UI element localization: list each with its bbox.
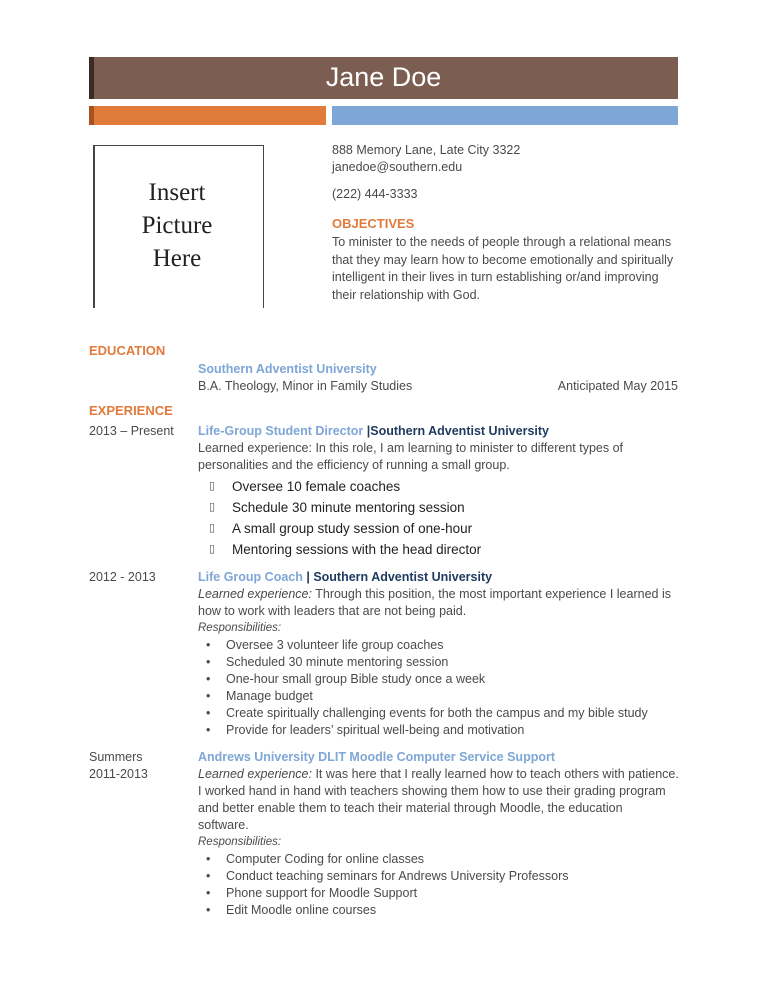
bullet-icon: • bbox=[206, 886, 211, 900]
list-item bbox=[198, 885, 688, 902]
job-description-line: how to work with leaders that are not being paid. bbox=[198, 604, 467, 618]
job-period bbox=[89, 749, 148, 783]
resume-name: Jane Doe bbox=[325, 62, 442, 92]
job-period-line: Summers bbox=[89, 750, 143, 764]
box-bullet-icon: ▯ bbox=[209, 543, 216, 555]
responsibilities-label: Responsibilities: bbox=[198, 622, 282, 634]
job-bullet-list bbox=[198, 637, 688, 739]
bullet-text: Create spiritually challenging events for both the campus and my bible study bbox=[226, 706, 648, 720]
learned-label: Learned experience: bbox=[198, 587, 312, 601]
list-item bbox=[198, 637, 688, 654]
experience-heading: EXPERIENCE bbox=[89, 403, 173, 418]
objectives-line: that they may learn how to become emotionally and spiritually bbox=[332, 252, 674, 267]
job-bullet-list bbox=[198, 476, 688, 560]
job-separator: | bbox=[366, 424, 371, 438]
bullet-icon: • bbox=[206, 706, 211, 720]
bullet-text: One-hour small group Bible study once a week bbox=[226, 672, 486, 686]
job-description-line: and better enable them to teach their material through Moodle, the education bbox=[198, 801, 623, 815]
job-description-line: software. bbox=[198, 818, 249, 832]
learned-text: Through this position, the most important experience I learned is bbox=[311, 587, 671, 601]
bullet-icon: • bbox=[206, 689, 211, 703]
job-title-row bbox=[198, 569, 688, 586]
list-item bbox=[198, 539, 688, 560]
box-bullet-icon: ▯ bbox=[209, 501, 216, 513]
list-item bbox=[198, 688, 688, 705]
education-date: Anticipated May 2015 bbox=[557, 379, 678, 393]
contact-phone: (222) 444-3333 bbox=[332, 187, 418, 201]
job-period: 2013 – Present bbox=[89, 424, 174, 438]
bullet-text: Manage budget bbox=[226, 689, 313, 703]
bullet-icon: • bbox=[206, 638, 211, 652]
bullet-text: Edit Moodle online courses bbox=[226, 903, 377, 917]
orange-stripe bbox=[89, 106, 326, 125]
list-item bbox=[198, 705, 688, 722]
box-bullet-icon: ▯ bbox=[209, 480, 216, 492]
education-degree: B.A. Theology, Minor in Family Studies bbox=[198, 379, 413, 393]
orange-stripe-accent bbox=[89, 106, 94, 125]
photo-text-line: Insert bbox=[148, 179, 206, 206]
bullet-icon: • bbox=[206, 869, 211, 883]
job-description-line: personalities and the efficiency of running a small group. bbox=[198, 458, 510, 472]
objectives-line: To minister to the needs of people through a relational means bbox=[332, 235, 672, 249]
job-description-line bbox=[198, 766, 688, 783]
job-title-row bbox=[198, 423, 688, 440]
learned-text: It was here that I really learned how to teach others with patience. bbox=[311, 767, 679, 781]
job-period-line: 2011-2013 bbox=[89, 767, 148, 781]
blue-stripe bbox=[332, 106, 678, 125]
bullet-icon: • bbox=[206, 655, 211, 669]
bullet-text: Mentoring sessions with the head director bbox=[232, 542, 482, 557]
education-block bbox=[198, 361, 688, 395]
job-org: Southern Adventist University bbox=[313, 570, 493, 584]
job-description-line: I worked hand in hand with teachers showing them how to use their grading program bbox=[198, 784, 666, 798]
list-item bbox=[198, 868, 688, 885]
education-school: Southern Adventist University bbox=[198, 362, 377, 376]
job-bullet-list bbox=[198, 851, 688, 919]
objectives-line: their relationship with God. bbox=[332, 287, 480, 302]
job-description-line bbox=[198, 586, 688, 603]
bullet-text: Oversee 3 volunteer life group coaches bbox=[226, 638, 444, 652]
list-item bbox=[198, 722, 688, 739]
education-degree-row bbox=[198, 378, 688, 395]
objectives-heading: OBJECTIVES bbox=[332, 216, 415, 231]
list-item bbox=[198, 518, 688, 539]
bullet-text: Scheduled 30 minute mentoring session bbox=[226, 655, 449, 669]
responsibilities-label: Responsibilities: bbox=[198, 836, 282, 848]
job-title: Life Group Coach bbox=[198, 570, 307, 584]
job-title: Life-Group Student Director bbox=[198, 424, 367, 438]
bullet-text: Oversee 10 female coaches bbox=[232, 479, 401, 494]
photo-text-line: Here bbox=[152, 245, 202, 272]
contact-address: 888 Memory Lane, Late City 3322 bbox=[332, 143, 521, 157]
photo-placeholder-text bbox=[93, 176, 261, 275]
bullet-text: Provide for leaders’ spiritual well-being and motivation bbox=[226, 723, 525, 737]
contact-email[interactable]: janedoe@southern.edu bbox=[332, 160, 463, 174]
list-item bbox=[198, 497, 688, 518]
box-bullet-icon: ▯ bbox=[209, 522, 216, 534]
bullet-text: Conduct teaching seminars for Andrews University Professors bbox=[226, 869, 569, 883]
job-period: 2012 - 2013 bbox=[89, 570, 156, 584]
objectives-line: intelligent in their lives in turn establishing or/and improving bbox=[332, 270, 659, 284]
job-separator: | bbox=[306, 570, 314, 584]
job-description-line: Learned experience: In this role, I am learning to minister to different types of bbox=[198, 441, 623, 455]
job-org: Southern Adventist University bbox=[370, 424, 549, 438]
bullet-text: Phone support for Moodle Support bbox=[226, 886, 418, 900]
bullet-icon: • bbox=[206, 672, 211, 686]
job-title: Andrews University DLIT Moodle Computer Service Support bbox=[198, 750, 556, 764]
job-entry-1 bbox=[198, 423, 688, 560]
learned-label: Learned experience: bbox=[198, 767, 312, 781]
list-item bbox=[198, 851, 688, 868]
list-item bbox=[198, 654, 688, 671]
bullet-icon: • bbox=[206, 723, 211, 737]
bullet-text: A small group study session of one-hour bbox=[232, 521, 473, 536]
bullet-icon: • bbox=[206, 903, 211, 917]
objectives-text bbox=[332, 234, 682, 304]
job-entry-2 bbox=[198, 569, 688, 739]
photo-text-line: Picture bbox=[141, 212, 213, 239]
education-heading: EDUCATION bbox=[89, 343, 166, 358]
bullet-text: Computer Coding for online classes bbox=[226, 852, 425, 866]
list-item bbox=[198, 671, 688, 688]
bullet-icon: • bbox=[206, 852, 211, 866]
job-entry-3 bbox=[198, 749, 688, 919]
list-item bbox=[198, 902, 688, 919]
bullet-text: Schedule 30 minute mentoring session bbox=[232, 500, 465, 515]
list-item bbox=[198, 476, 688, 497]
